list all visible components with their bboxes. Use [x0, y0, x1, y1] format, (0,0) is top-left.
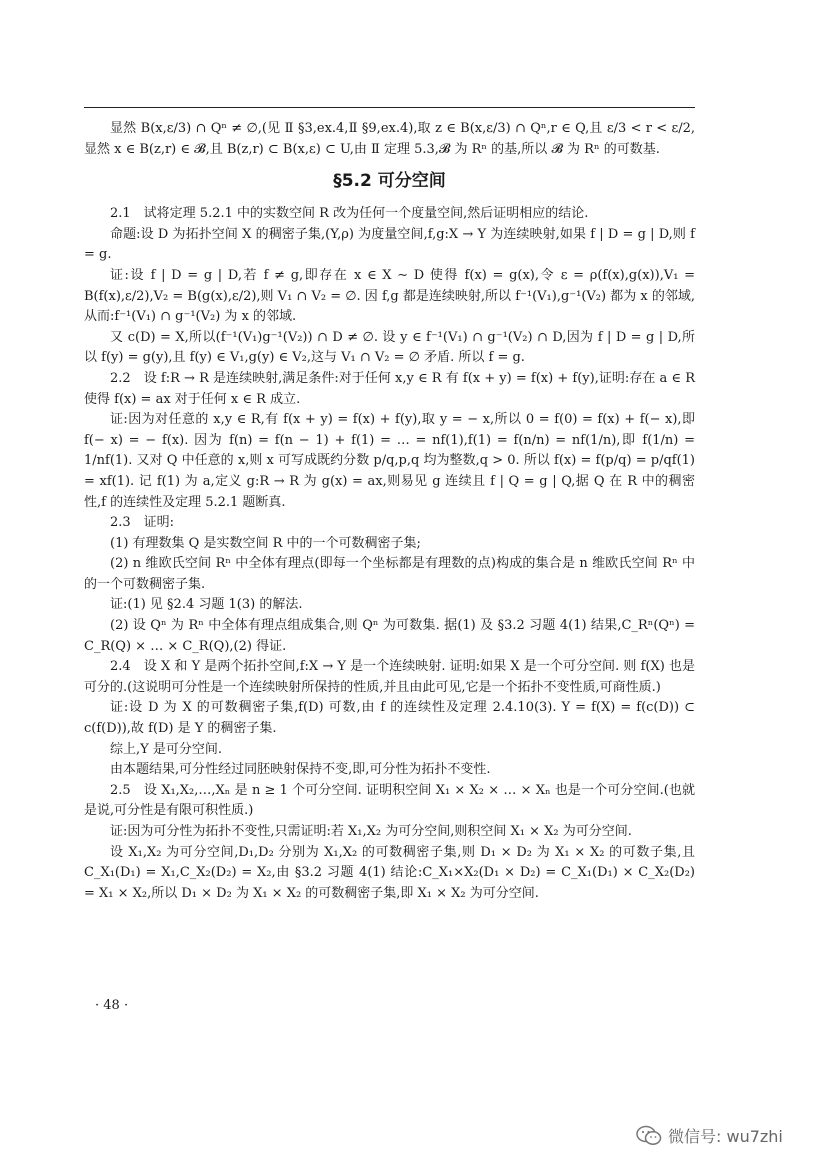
proof-paragraph: 证:设 f | D = g | D,若 f ≠ g,即存在 x ∈ X ∼ D 使得 f(x) = g(x),令 ε = ρ(f(x),g(x)),V₁ = B(f(x),ε/2),V₂ = B(g(x),ε/2),则 V₁ ∩ V₂ = ∅. 因 f,g 都是连续映射,所以 f⁻¹(V₁),g⁻¹(V₂) 都为 x 的邻域,从而:f⁻¹(V₁) ∩ g⁻¹(V₂) 为 x 的邻域.	[84, 267, 695, 325]
exercise-2-5: 2.5 设 X₁,X₂,…,Xₙ 是 n ≥ 1 个可分空间. 证明积空间 X₁ × X₂ × … × Xₙ 也是一个可分空间.(也就是说,可分性是有限可积性质.)	[84, 782, 695, 819]
page-content	[84, 119, 695, 904]
proof-paragraph: (2) 设 Qⁿ 为 Rⁿ 中全体有理点组成集合,则 Qⁿ 为可数集. 据(1) 及 §3.2 习题 4(1) 结果,C_Rⁿ(Qⁿ) = C_R(Q) × … × C_R(Q),(2) 得证.	[84, 618, 695, 654]
watermark	[636, 1124, 783, 1147]
paragraph-intro: 显然 B(x,ε/3) ∩ Qⁿ ≠ ∅,(见 Ⅱ §3,ex.4,Ⅱ §9,ex.4),取 z ∈ B(x,ε/3) ∩ Qⁿ,r ∈ Q,且 ε/3 < r < ε/2,显然 x ∈ B(z,r) ∈ 𝓑,且 B(z,r) ⊂ B(x,ε) ⊂ U,由 Ⅱ 定理 5.3,𝓑 为 Rⁿ 的基,所以 𝓑 为 Rⁿ 的可数基.	[84, 121, 695, 157]
proposition: 命题:设 D 为拓扑空间 X 的稠密子集,(Y,ρ) 为度量空间,f,g:X → Y 为连续映射,如果 f | D = g | D,则 f = g.	[84, 226, 695, 263]
proof-paragraph: 证:设 D 为 X 的可数稠密子集,f(D) 可数,由 f 的连续性及定理 2.4.10(3). Y = f(X) = f(c(D)) ⊂ c(f(D)),故 f(D) 是 Y 的稠密子集.	[84, 700, 695, 737]
exercise-2-3: 2.3 证明:	[110, 515, 175, 531]
section-title: §5.2 可分空间	[333, 171, 446, 192]
proof-paragraph: 设 X₁,X₂ 为可分空间,D₁,D₂ 分别为 X₁,X₂ 的可数稠密子集,则 D₁ × D₂ 为 X₁ × X₂ 的可数子集,且 C_X₁(D₁) = X₁,C_X₂(D₂) = X₂,由 §3.2 习题 4(1) 结论:C_X₁×X₂(D₁ × D₂) = C_X₁(D₁) × C_X₂(D₂) = X₁ × X₂,所以 D₁ × D₂ 为 X₁ × X₂ 的可数稠密子集,即 X₁ × X₂ 为可分空间.	[84, 844, 695, 901]
proof-paragraph: 证:因为可分性为拓扑不变性,只需证明:若 X₁,X₂ 为可分空间,则积空间 X₁ × X₂ 为可分空间.	[110, 824, 632, 839]
exercise-2-4: 2.4 设 X 和 Y 是两个拓扑空间,f:X → Y 是一个连续映射. 证明:如果 X 是一个可分空间. 则 f(X) 也是可分的.(这说明可分性是一个连续映射所保持的性质,并且由此可见,它是一个拓扑不变性质,可商性质.)	[84, 659, 695, 695]
exercise-2-2: 2.2 设 f:R → R 是连续映射,满足条件:对于任何 x,y ∈ R 有 f(x + y) = f(x) + f(y),证明:存在 a ∈ R 使得 f(x) = ax 对于任何 x ∈ R 成立.	[84, 370, 695, 407]
exercise-item: (2) n 维欧氏空间 Rⁿ 中全体有理点(即每一个坐标都是有理数的点)构成的集合是 n 维欧氏空间 Rⁿ 中的一个可数稠密子集.	[84, 556, 695, 592]
proof-paragraph: 又 c(D) = X,所以(f⁻¹(V₁)g⁻¹(V₂)) ∩ D ≠ ∅. 设 y ∈ f⁻¹(V₁) ∩ g⁻¹(V₂) ∩ D,因为 f | D = g | D,所以 f(y) = g(y),且 f(y) ∈ V₁,g(y) ∈ V₂,这与 V₁ ∩ V₂ = ∅ 矛盾. 所以 f = g.	[84, 329, 695, 366]
header-rule	[84, 107, 695, 108]
watermark-text: 微信号: wu7zhi	[668, 1127, 783, 1146]
exercise-item: (1) 有理数集 Q 是实数空间 R 中的一个可数稠密子集;	[110, 535, 421, 551]
proof-paragraph: 由本题结果,可分性经过同胚映射保持不变,即,可分性为拓扑不变性.	[110, 762, 491, 778]
proof-paragraph: 综上,Y 是可分空间.	[110, 741, 222, 757]
exercise-2-1: 2.1 试将定理 5.2.1 中的实数空间 R 改为任何一个度量空间,然后证明相应的结论.	[110, 206, 589, 222]
wechat-icon	[636, 1125, 662, 1147]
page-number: · 48 ·	[95, 998, 129, 1013]
proof-paragraph: 证:因为对任意的 x,y ∈ R,有 f(x + y) = f(x) + f(y),取 y = − x,所以 0 = f(0) = f(x) + f(− x),即 f(− x) = − f(x). 因为 f(n) = f(n − 1) + f(1) = … = nf(1),f(1) = f(n/n) = nf(1/n),即 f(1/n) = 1/nf(1). 又对 Q 中任意的 x,则 x 可写成既约分数 p/q,p,q 均为整数,q > 0. 所以 f(x) = f(p/q) = p/qf(1) = xf(1). 记 f(1) 为 a,定义 g:R → R 为 g(x) = ax,则易见 g 连续且 f | Q = g | Q,据 Q 在 R 中的稠密性,f 的连续性及定理 5.2.1 题断真.	[84, 412, 695, 510]
proof-paragraph: 证:(1) 见 §2.4 习题 1(3) 的解法.	[110, 597, 303, 613]
